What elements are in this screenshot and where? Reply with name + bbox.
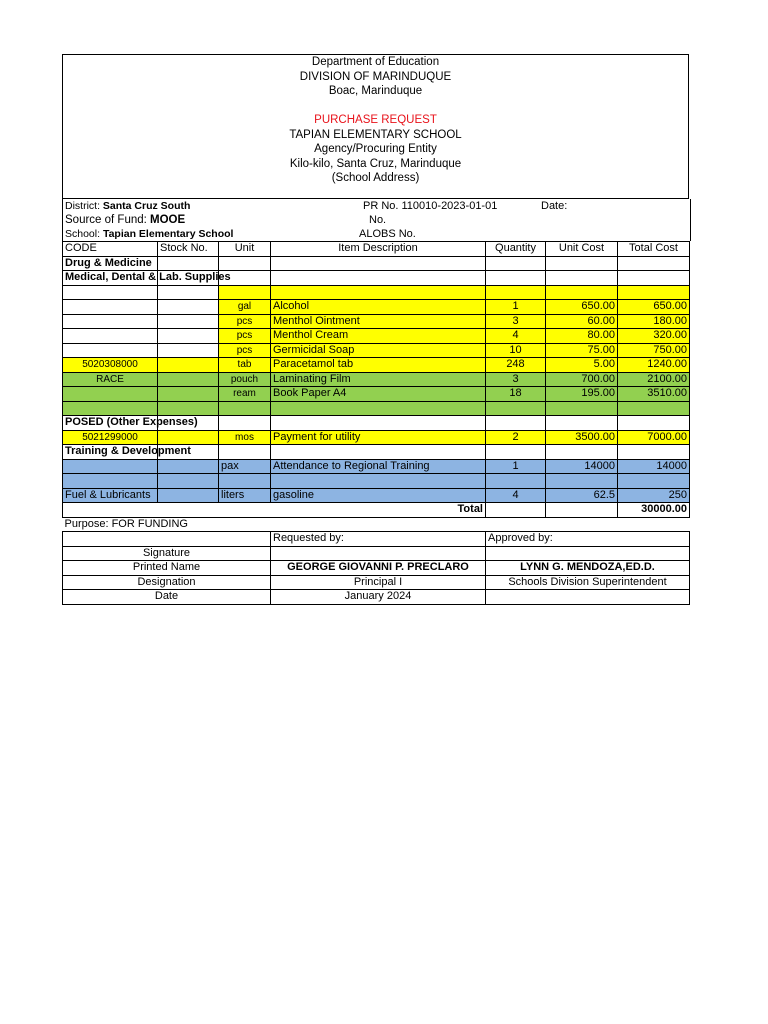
requested-by-label: Requested by: [271, 532, 486, 547]
blank-row [63, 401, 690, 416]
item-total-cost: 750.00 [618, 343, 690, 358]
table-row [63, 314, 690, 329]
alobs-label: ALOBS No. [359, 228, 416, 240]
col-unit: Unit [219, 242, 271, 257]
item-unit-cost: 75.00 [546, 343, 618, 358]
item-description: Paracetamol tab [271, 358, 486, 373]
document-title: PURCHASE REQUEST [314, 114, 437, 126]
section-posed: POSED (Other Expenses) [63, 416, 158, 431]
items-table [62, 241, 690, 605]
item-description: Laminating Film [271, 372, 486, 387]
document-header [62, 54, 689, 199]
item-total-cost: 180.00 [618, 314, 690, 329]
item-unit: pouch [219, 372, 271, 387]
signature-label: Signature [63, 546, 271, 561]
signature-row [63, 546, 690, 561]
item-total-cost: 1240.00 [618, 358, 690, 373]
designation-row [63, 575, 690, 590]
item-unit-cost: 60.00 [546, 314, 618, 329]
section-medical: Medical, Dental & Lab. Supplies [63, 271, 158, 286]
fund-value: MOOE [150, 214, 186, 226]
item-unit-cost: 80.00 [546, 329, 618, 344]
item-unit-cost: 14000 [546, 459, 618, 474]
approved-by-label: Approved by: [486, 532, 690, 547]
item-description: Menthol Cream [271, 329, 486, 344]
printed-name-row [63, 561, 690, 576]
item-description: Book Paper A4 [271, 387, 486, 402]
section-training: Training & Development [63, 445, 158, 460]
item-quantity: 10 [486, 343, 546, 358]
school-address: Kilo-kilo, Santa Cruz, Marinduque [289, 157, 462, 170]
pr-number: PR No. 110010-2023-01-01 [363, 200, 498, 212]
item-unit: gal [219, 300, 271, 315]
item-quantity: 18 [486, 387, 546, 402]
item-quantity: 1 [486, 459, 546, 474]
col-description: Item Description [271, 242, 486, 257]
item-unit: liters [219, 488, 271, 503]
item-unit: pcs [219, 343, 271, 358]
col-stock: Stock No. [158, 242, 219, 257]
purchase-request-sheet [62, 54, 689, 605]
requested-date: January 2024 [271, 590, 486, 605]
section-row [63, 416, 690, 431]
district-value: Santa Cruz South [102, 200, 191, 212]
item-description: Attendance to Regional Training [271, 459, 486, 474]
purpose-text: Purpose: FOR FUNDING [63, 517, 690, 532]
item-quantity: 3 [486, 372, 546, 387]
item-quantity: 4 [486, 329, 546, 344]
table-row [63, 372, 690, 387]
item-quantity: 3 [486, 314, 546, 329]
fund-label: Source of Fund: [65, 214, 147, 226]
item-unit: pax [219, 459, 271, 474]
item-unit: mos [219, 430, 271, 445]
item-unit-cost: 62.5 [546, 488, 618, 503]
approved-designation: Schools Division Superintendent [486, 575, 690, 590]
section-row [63, 445, 690, 460]
school-name: TAPIAN ELEMENTARY SCHOOL [289, 128, 462, 141]
entity-label: Agency/Procuring Entity [314, 143, 437, 155]
item-unit-cost: 195.00 [546, 387, 618, 402]
item-quantity: 4 [486, 488, 546, 503]
item-total-cost: 650.00 [618, 300, 690, 315]
table-row [63, 329, 690, 344]
total-label: Total [271, 503, 486, 518]
col-quantity: Quantity [486, 242, 546, 257]
section-fuel: Fuel & Lubricants [63, 488, 158, 503]
table-row [63, 300, 690, 315]
section-row [63, 256, 690, 271]
item-total-cost: 320.00 [618, 329, 690, 344]
blank-row [63, 285, 690, 300]
item-description: gasoline [271, 488, 486, 503]
division-line: DIVISION OF MARINDUQUE [299, 70, 452, 83]
date-label: Date: [541, 200, 568, 212]
item-total-cost: 7000.00 [618, 430, 690, 445]
table-row [63, 343, 690, 358]
blank-row [63, 474, 690, 489]
item-unit: pcs [219, 314, 271, 329]
total-row [63, 503, 690, 518]
col-code: CODE [63, 242, 158, 257]
printed-name-label: Printed Name [63, 561, 271, 576]
school-value: Tapian Elementary School [102, 228, 234, 240]
table-row [63, 488, 690, 503]
approved-name: LYNN G. MENDOZA,ED.D. [486, 561, 690, 576]
item-quantity: 1 [486, 300, 546, 315]
location-line: Boac, Marinduque [328, 85, 423, 97]
table-row [63, 459, 690, 474]
item-quantity: 248 [486, 358, 546, 373]
item-unit: tab [219, 358, 271, 373]
requested-name: GEORGE GIOVANNI P. PRECLARO [271, 561, 486, 576]
requested-designation: Principal I [271, 575, 486, 590]
item-description: Payment for utility [271, 430, 486, 445]
col-total-cost: Total Cost [618, 242, 690, 257]
item-description: Alcohol [271, 300, 486, 315]
item-total-cost: 250 [618, 488, 690, 503]
item-total-cost: 2100.00 [618, 372, 690, 387]
section-drug: Drug & Medicine [63, 256, 158, 271]
date-row-label: Date [63, 590, 271, 605]
item-total-cost: 3510.00 [618, 387, 690, 402]
table-row [63, 430, 690, 445]
total-value: 30000.00 [618, 503, 690, 518]
school-label: School: [65, 228, 101, 240]
date-row [63, 590, 690, 605]
table-row [63, 358, 690, 373]
request-meta [62, 199, 691, 241]
address-label: (School Address) [331, 172, 420, 184]
item-description: Menthol Ointment [271, 314, 486, 329]
section-row [63, 271, 690, 286]
item-total-cost: 14000 [618, 459, 690, 474]
item-unit: pcs [219, 329, 271, 344]
no-label: No. [369, 214, 387, 226]
item-code: 5020308000 [63, 358, 158, 373]
item-quantity: 2 [486, 430, 546, 445]
item-unit-cost: 700.00 [546, 372, 618, 387]
table-row [63, 387, 690, 402]
district-label: District: [65, 200, 100, 212]
item-code: RACE [63, 372, 158, 387]
signature-header-row [63, 532, 690, 547]
item-code: 5021299000 [63, 430, 158, 445]
department-line: Department of Education [311, 56, 440, 68]
designation-label: Designation [63, 575, 271, 590]
item-unit-cost: 5.00 [546, 358, 618, 373]
purpose-row [63, 517, 690, 532]
item-unit-cost: 3500.00 [546, 430, 618, 445]
col-unit-cost: Unit Cost [546, 242, 618, 257]
item-unit-cost: 650.00 [546, 300, 618, 315]
item-description: Germicidal Soap [271, 343, 486, 358]
item-unit: ream [219, 387, 271, 402]
table-header-row [63, 242, 690, 257]
